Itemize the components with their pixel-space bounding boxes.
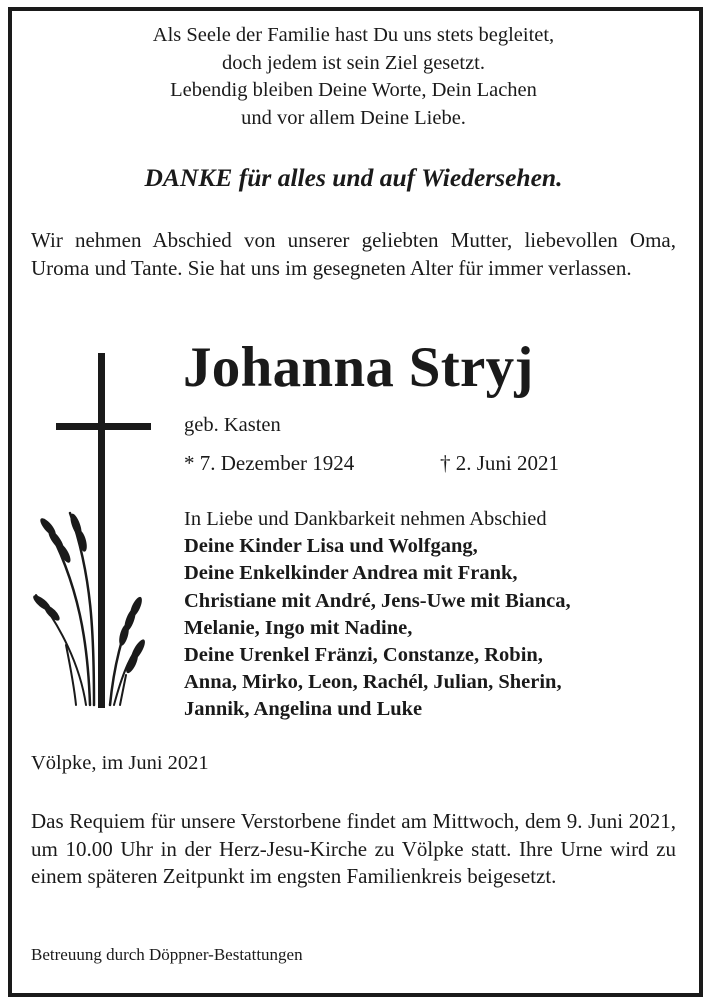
mourners-list: [184, 506, 571, 724]
poem: [0, 22, 707, 132]
mourners-line: Deine Enkelkinder Andrea mit Frank,: [184, 562, 518, 585]
cross-with-wheat-icon: [30, 345, 165, 715]
mourners-line: Deine Kinder Lisa und Wolfgang,: [184, 535, 478, 558]
poem-line: Lebendig bleiben Deine Worte, Dein Lachen: [170, 79, 537, 101]
mourners-line: Anna, Mirko, Leon, Rachél, Julian, Sherin,: [184, 671, 562, 694]
mourners-line: Deine Urenkel Fränzi, Constanze, Robin,: [184, 644, 543, 667]
mourners-line: Jannik, Angelina und Luke: [184, 698, 423, 721]
place-date: Völpke, im Juni 2021: [31, 752, 209, 774]
mourners-intro: In Liebe und Dankbarkeit nehmen Abschied: [184, 508, 547, 530]
mourners-line: Christiane mit André, Jens-Uwe mit Bianca,: [184, 589, 571, 612]
mourners-line: Melanie, Ingo mit Nadine,: [184, 616, 413, 639]
poem-line: und vor allem Deine Liebe.: [241, 106, 466, 129]
birth-date: * 7. Dezember 1924: [184, 451, 355, 475]
requiem-paragraph: Das Requiem für unsere Verstorbene findet am Mittwoch, dem 9. Juni 2021, um 10.00 Uhr in der Herz-Jesu-Kirche zu Völpke statt. Ihre Urne wird zu einem späteren Zeitpunkt im engsten Familienkreis beigesetzt.: [31, 809, 676, 888]
intro-paragraph: Wir nehmen Abschied von unserer geliebten Mutter, liebevollen Oma, Uroma und Tante. Sie hat uns im gesegneten Alter für immer verlassen.: [31, 228, 676, 280]
maiden-name: geb. Kasten: [184, 414, 281, 436]
thanks-line: DANKE für alles und auf Wiedersehen.: [144, 163, 563, 192]
poem-line: doch jedem ist sein Ziel gesetzt.: [221, 51, 485, 74]
death-date: † 2. Juni 2021: [440, 451, 560, 475]
poem-line: Als Seele der Familie hast Du uns stets begleitet,: [152, 24, 555, 46]
funeral-home-credit: Betreuung durch Döppner-Bestattungen: [31, 945, 303, 964]
deceased-name: Johanna Stryj: [183, 336, 534, 399]
